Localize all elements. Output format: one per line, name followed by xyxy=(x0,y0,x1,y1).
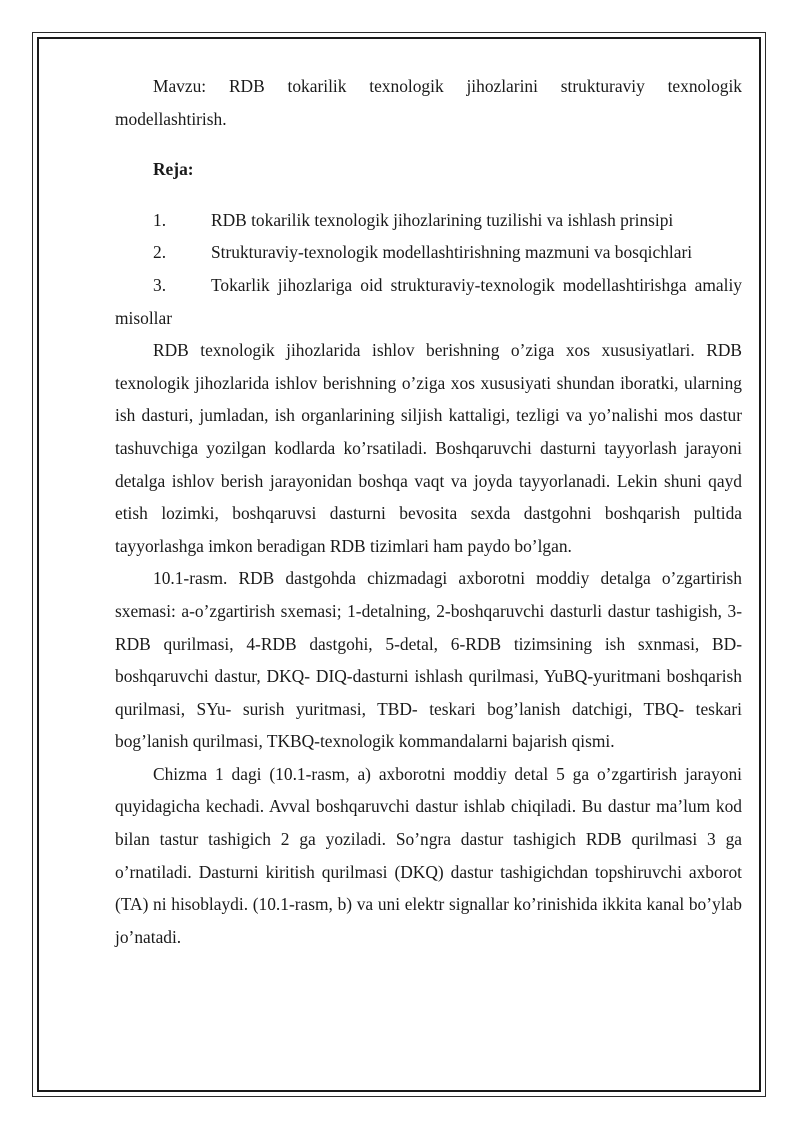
plan-item xyxy=(115,269,742,334)
document-title: Mavzu: RDB tokarilik texnologik jihozlarini strukturaviy texnologik modellashtirish. xyxy=(115,76,742,129)
plan-item-number: 2. xyxy=(153,242,167,263)
plan-item-number: 3. xyxy=(153,274,167,295)
plan-heading: Reja: xyxy=(153,159,194,180)
body-paragraph: RDB texnologik jihozlarida ishlov berishning o’ziga xos xususiyatlari. RDB texnologik jihozlarida ishlov berishning o’ziga xos xususiyati shundan iboratki, ularning ish dasturi, jumladan, ish organlarining siljish kattaligi, tezligi va yo’nalishi mos dastur tashuvchiga yozilgan kodlarda ko’rsatiladi. Boshqaruvchi dasturni tayyorlash jarayoni detalga ishlov berish jarayonidan boshqa vaqt va joyda tayyorlanadi. Lekin shuni qayd etish lozimki, boshqaruvsi dasturni bevosita sexda dastgohni boshqarish pultida tayyorlashga imkon beradigan RDB tizimlari ham paydo bo’lgan. xyxy=(115,340,742,556)
plan-list xyxy=(115,204,742,334)
plan-item xyxy=(115,204,742,237)
plan-item xyxy=(115,236,742,269)
document-body xyxy=(115,70,742,953)
body-paragraph: Chizma 1 dagi (10.1-rasm, a) axborotni moddiy detal 5 ga o’zgartirish jarayoni quyidagicha kechadi. Avval boshqaruvchi dastur ishlab chiqiladi. Bu dastur ma’lum kod bilan tastur tashigich 2 ga yoziladi. So’ngra dastur tashigich RDB qurilmasi 3 ga o’rnatiladi. Dasturni kiritish qurilmasi (DKQ) dastur tashigichdan topshiruvchi axborot (TA) ni hisoblaydi. (10.1-rasm, b) va uni elektr signallar ko’rinishida ikkita kanal bo’ylab jo’natadi. xyxy=(115,763,742,947)
plan-item-text: Tokarlik jihozlariga oid strukturaviy-texnologik modellashtirishga amaliy misollar xyxy=(115,274,742,328)
figure-caption-paragraph: 10.1-rasm. RDB dastgohda chizmadagi axborotni moddiy detalga o’zgartirish sxemasi: a-o’zgartirish sxemasi; 1-detalning, 2-boshqaruvchi dasturli dastur tashigish, 3-RDB qurilmasi, 4-RDB dastgohi, 5-detal, 6-RDB tizimsining ish sxnmasi, BD-boshqaruvchi dastur, DKQ- DIQ-dasturni ishlash qurilmasi, YuBQ-yuritmani boshqarish qurilmasi, SYu- surish yuritmasi, TBD- teskari bog’lanish datchigi, TBQ- teskari bog’lanish qurilmasi, TKBQ-texnologik kommandalarni bajarish qismi. xyxy=(115,568,742,752)
plan-item-text: Strukturaviy-texnologik modellashtirishning mazmuni va bosqichlari xyxy=(211,242,693,263)
plan-item-text: RDB tokarilik texnologik jihozlarining tuzilishi va ishlash prinsipi xyxy=(211,209,674,230)
plan-item-number: 1. xyxy=(153,209,167,230)
